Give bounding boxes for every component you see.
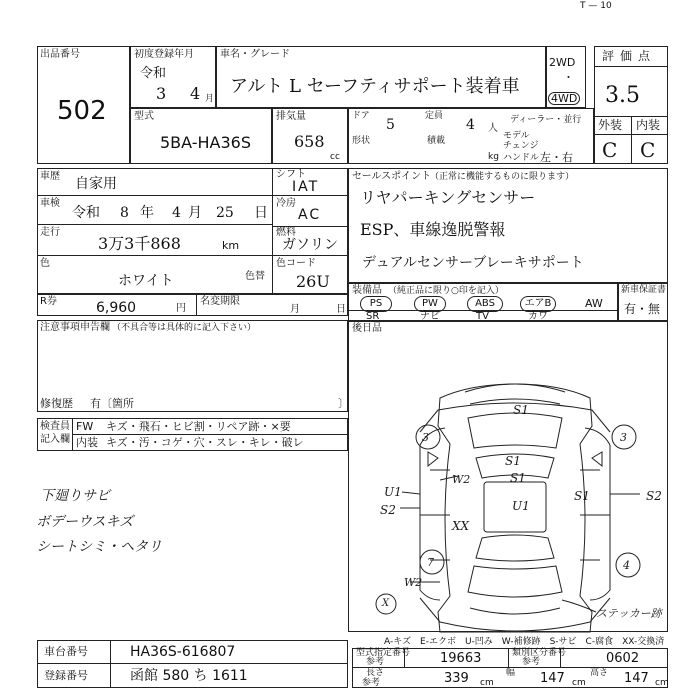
capacity-unit: 人 — [488, 123, 498, 134]
equip-tv: TV — [476, 311, 489, 322]
mark-s1-windshield: S1 — [510, 471, 526, 485]
capacity-value: 4 — [466, 117, 475, 133]
inspection-month: 4 — [172, 205, 181, 221]
drive-4wd: 4WD — [548, 92, 580, 105]
model-name-label: 車名・グレード — [220, 49, 290, 60]
fuel-value: ガソリン — [282, 237, 338, 253]
width-value: 147 — [540, 671, 565, 686]
mark-tire-rl: 7 — [427, 556, 434, 569]
title-change-day: 日 — [336, 304, 346, 315]
class-no-ref: 参考 — [522, 657, 541, 667]
mark-u1-center: U1 — [512, 499, 530, 513]
shift-label: シフト — [276, 169, 306, 180]
inspection-era: 令和 — [72, 205, 100, 221]
rating-label: 評価点 — [602, 49, 657, 63]
shift-value: IAT — [292, 179, 320, 195]
lot-label: 出品番号 — [40, 49, 80, 60]
mileage-unit: km — [222, 239, 240, 252]
mark-u1-left: U1 — [384, 485, 402, 499]
width-label: 幅 — [506, 668, 516, 678]
sales-point-2: ESP、車線逸脱警報 — [360, 220, 506, 239]
sales-points-note: （正常に機能するものに限ります） — [430, 172, 575, 182]
mark-sticker: ステッカー跡 — [596, 607, 662, 620]
mark-w2-left: W2 — [452, 473, 471, 486]
load-unit: kg — [488, 152, 499, 162]
handle-label: ハンドル — [503, 153, 540, 163]
inspector-label1: 検査員 — [40, 421, 70, 432]
warranty-label: 新車保証書 — [621, 285, 667, 295]
mark-tire-fr: 3 — [620, 431, 627, 444]
hand-note-3: シートシミ・ヘタリ — [36, 539, 162, 555]
inspector-row2: キズ・汚・コゲ・穴・スレ・キレ・破レ — [106, 436, 304, 449]
ac-value: AC — [298, 207, 322, 223]
equip-abs: ABS — [467, 296, 503, 312]
top-mark: T — 10 — [580, 1, 612, 11]
first-reg-month-unit: 月 — [205, 94, 215, 104]
mark-tire-rr: 4 — [623, 559, 630, 572]
drive-2wd: 2WD — [549, 56, 576, 69]
displacement-value: 658 — [294, 132, 325, 151]
equip-aw: AW — [585, 297, 603, 310]
color-label: 色 — [40, 258, 50, 269]
shape-label: 形状 — [352, 136, 371, 146]
model-change-label2: チェンジ — [503, 141, 539, 151]
model-name-value: アルト L セーフティサポート装着車 — [230, 76, 520, 97]
mark-s1-right: S1 — [574, 489, 590, 503]
sales-point-3: デュアルセンサーブレーキサポート — [362, 255, 584, 271]
width-unit: cm — [572, 678, 586, 688]
title-change-label: 名変期限 — [200, 296, 240, 307]
equip-navi: ナビ — [420, 311, 440, 322]
fuel-label: 燃料 — [276, 227, 296, 238]
recycle-unit: 円 — [176, 303, 186, 314]
inspection-day-unit: 日 — [254, 205, 268, 221]
doors-value: 5 — [386, 117, 395, 133]
class-no-value: 0602 — [606, 651, 640, 666]
inspection-year-unit: 年 — [140, 205, 154, 221]
chassis-label: 車台番号 — [44, 645, 88, 658]
recycle-value: 6,960 — [96, 300, 137, 316]
length-value: 339 — [444, 671, 469, 686]
later-label: 後日品 — [352, 323, 382, 334]
model-code-label: 型式 — [134, 111, 154, 122]
equip-leather: カワ — [528, 311, 548, 322]
doors-label: ドア — [352, 111, 370, 121]
drive-dot: ・ — [563, 71, 574, 84]
equipment-label: 装備品 — [352, 285, 382, 296]
height-unit: cm — [655, 678, 669, 688]
repair-label: 修復歴 — [40, 397, 73, 410]
inspector-label2: 記入欄 — [40, 434, 70, 445]
mileage-value: 3万3千868 — [98, 234, 181, 253]
inspector-row1: キズ・飛石・ヒビ割・リペア跡・×要 — [106, 420, 291, 433]
ext-grade: C — [602, 138, 618, 162]
warranty-value: 有・無 — [624, 302, 661, 316]
load-label: 積載 — [427, 136, 446, 146]
class-no-label: 類別区分番号 — [512, 648, 567, 658]
mark-s2-left: S2 — [380, 503, 396, 517]
history-value: 自家用 — [75, 176, 117, 192]
ac-label: 冷房 — [276, 198, 296, 209]
mark-tire-fl: 3 — [422, 431, 429, 444]
damage-legend: A-キズ E-エクボ U-凹み W-補修跡 S-サビ C-腐食 XX-交換済 — [384, 637, 665, 647]
length-ref: 参考 — [362, 678, 381, 688]
first-reg-era: 令和 — [140, 66, 167, 81]
title-change-month: 月 — [290, 304, 300, 315]
color-change-label: 色替 — [245, 271, 265, 282]
ext-label: 外装 — [598, 118, 623, 132]
color-code-value: 26U — [296, 272, 330, 291]
hand-note-2: ボデーウスキズ — [36, 514, 134, 530]
color-code-label: 色コード — [276, 258, 316, 269]
hand-note-1: 下廻りサビ — [40, 488, 110, 504]
inspection-day: 25 — [216, 205, 234, 221]
first-reg-month: 4 — [190, 84, 201, 103]
inspection-year: 8 — [120, 205, 129, 221]
handle-value: 左・右 — [540, 151, 573, 164]
int-grade: C — [640, 138, 656, 162]
model-code-value: 5BA-HA36S — [160, 133, 252, 152]
type-no-label: 型式指定番号 — [356, 648, 411, 658]
recycle-label: R券 — [40, 296, 57, 307]
inspection-label: 車検 — [40, 198, 60, 209]
notes-note: （不具合等は具体的に記入下さい） — [112, 323, 257, 333]
first-reg-label: 初度登録年月 — [134, 49, 194, 60]
first-reg-year: 3 — [156, 84, 167, 103]
inspection-month-unit: 月 — [188, 205, 202, 221]
rating-value: 3.5 — [605, 83, 640, 108]
displacement-label: 排気量 — [276, 111, 306, 122]
type-no-value: 19663 — [440, 651, 482, 666]
plate-value: 函館 580 ち 1611 — [130, 668, 248, 684]
dealer-label: ディーラー・並行 — [510, 115, 582, 125]
height-label: 高さ — [590, 668, 609, 678]
mark-w2-rear: W2 — [404, 576, 423, 589]
mark-sticker-code: X — [382, 598, 390, 609]
type-no-ref: 参考 — [366, 657, 385, 667]
capacity-label: 定員 — [425, 111, 444, 121]
equipment-note: （純正品に限り○印を記入） — [388, 286, 504, 296]
inspector-interior: 内装 — [76, 436, 98, 449]
height-value: 147 — [624, 671, 649, 686]
mileage-label: 走行 — [40, 227, 60, 238]
lot-number: 502 — [57, 96, 107, 126]
equip-sr: SR — [366, 311, 380, 322]
displacement-unit: cc — [330, 152, 340, 162]
equip-ps: PS — [360, 296, 392, 312]
repair-close: 〕 — [338, 397, 349, 410]
sales-points-label: セールスポイント — [352, 171, 432, 182]
equip-pw: PW — [414, 296, 446, 312]
history-label: 車歴 — [40, 171, 60, 182]
inspector-fw: FW — [76, 420, 94, 433]
plate-label: 登録番号 — [44, 669, 88, 682]
length-unit: cm — [480, 678, 494, 688]
chassis-value: HA36S-616807 — [130, 644, 236, 660]
length-label: 長さ — [366, 668, 385, 678]
repair-value: 有〔箇所 — [90, 397, 134, 410]
mark-s2-right: S2 — [646, 489, 662, 503]
mark-s1-roof: S1 — [505, 454, 521, 468]
equip-airbag: エアB — [520, 296, 556, 312]
model-change-label: モデル — [503, 131, 530, 141]
mark-xx-left: XX — [452, 519, 470, 533]
color-value: ホワイト — [118, 273, 174, 289]
int-label: 内装 — [636, 118, 661, 132]
sales-point-1: リヤパーキングセンサー — [360, 188, 536, 207]
notes-label: 注意事項申告欄 — [40, 322, 110, 333]
mark-s1-hood: S1 — [513, 403, 529, 417]
